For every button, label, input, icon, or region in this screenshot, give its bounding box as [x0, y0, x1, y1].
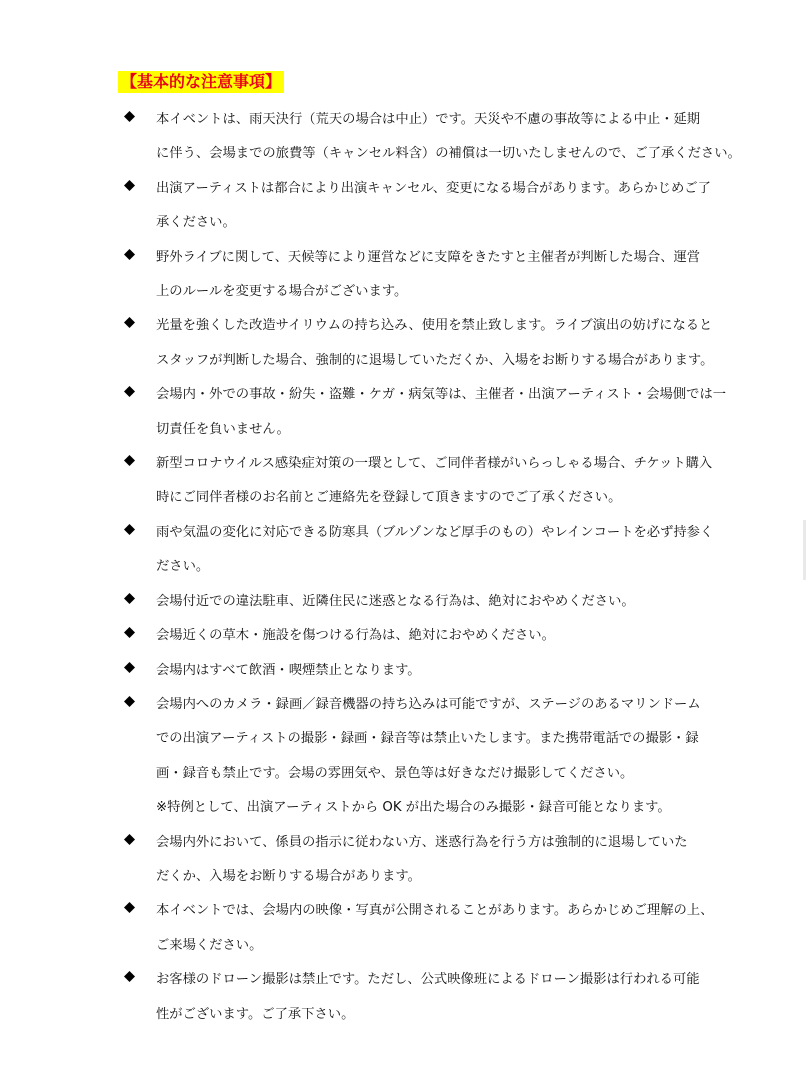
- notice-line: 出演アーティストは都合により出演キャンセル、変更になる場合があります。あらかじめご了: [156, 180, 711, 196]
- notice-item: [118, 516, 768, 585]
- notice-item: [118, 894, 768, 963]
- black-diamond-icon: [124, 455, 135, 466]
- black-diamond-icon: [124, 524, 135, 535]
- black-diamond-icon: [124, 902, 135, 913]
- notice-item: [118, 826, 768, 895]
- notice-item: [118, 309, 768, 378]
- notice-line: 野外ライブに関して、天候等により運営などに支障をきたすと主催者が判断した場合、運営: [156, 249, 701, 265]
- notice-line: に伴う、会場までの旅費等（キャンセル料含）の補償は一切いたしませんので、ご了承ください。: [156, 146, 741, 162]
- notice-item: [118, 619, 768, 653]
- black-diamond-icon: [124, 696, 135, 707]
- black-diamond-icon: [124, 593, 135, 604]
- notice-line: だくか、入場をお断りする場合があります。: [156, 868, 421, 884]
- black-diamond-icon: [124, 662, 135, 673]
- notice-item: [118, 585, 768, 619]
- notice-line: での出演アーティストの撮影・録画・録音等は禁止いたします。また携帯電話での撮影・録: [156, 731, 699, 747]
- notice-line: 会場近くの草木・施設を傷つける行為は、絶対におやめください。: [156, 628, 555, 644]
- notice-line: 本イベントでは、会場内の映像・写真が公開されることがあります。あらかじめご理解の上、: [156, 903, 714, 919]
- notice-item: [118, 378, 768, 447]
- section-heading: 【基本的な注意事項】: [118, 71, 284, 93]
- notice-item: [118, 654, 768, 688]
- notice-line: ※特例として、出演アーティストから OK が出た場合のみ撮影・録音可能となります。: [156, 800, 671, 816]
- notice-line: 光量を強くした改造サイリウムの持ち込み、使用を禁止致します。ライブ演出の妨げになると: [156, 318, 713, 334]
- notice-line: 切責任を負いません。: [156, 421, 290, 437]
- notice-line: 会場内外において、係員の指示に従わない方、迷惑行為を行う方は強制的に退場していた: [156, 834, 688, 850]
- notice-item: [118, 241, 768, 310]
- notice-line: 雨や気温の変化に対応できる防寒具（ブルゾンなど厚手のもの）やレインコートを必ず持参く: [156, 524, 714, 540]
- notice-item: [118, 103, 768, 172]
- black-diamond-icon: [124, 249, 135, 260]
- notice-item: [118, 963, 768, 1032]
- notice-item: [118, 688, 768, 826]
- notice-line: 会場内へのカメラ・録画／録音機器の持ち込みは可能ですが、ステージのあるマリンドーム: [156, 696, 701, 712]
- notice-line: 本イベントは、雨天決行（荒天の場合は中止）です。天災や不慮の事故等による中止・延期: [156, 112, 701, 127]
- notice-item: [118, 172, 768, 241]
- notice-line: 画・録音も禁止です。会場の雰囲気や、景色等は好きなだけ撮影してください。: [156, 765, 634, 781]
- notice-line: 性がございます。ご了承下さい。: [156, 1006, 355, 1022]
- notice-line: 会場付近での違法駐車、近隣住民に迷惑となる行為は、絶対におやめください。: [156, 593, 635, 609]
- black-diamond-icon: [124, 111, 135, 122]
- notice-item: [118, 447, 768, 516]
- black-diamond-icon: [124, 180, 135, 191]
- notice-list: [118, 103, 768, 1032]
- notice-line: スタッフが判断した場合、強制的に退場していただくか、入場をお断りする場合があります。: [156, 352, 714, 368]
- notice-line: 時にご同伴者様のお名前とご連絡先を登録して頂きますのでご了承ください。: [156, 490, 622, 506]
- notice-line: 新型コロナウイルス感染症対策の一環として、ご同伴者様がいらっしゃる場合、チケット購入: [156, 456, 713, 472]
- notice-line: お客様のドローン撮影は禁止です。ただし、公式映像班によるドローン撮影は行われる可能: [156, 972, 700, 988]
- notice-line: ださい。: [156, 559, 210, 575]
- notice-line: 承ください。: [156, 215, 236, 231]
- notice-line: 会場内はすべて飲酒・喫煙禁止となります。: [156, 662, 421, 678]
- notice-line: 会場内・外での事故・紛失・盗難・ケガ・病気等は、主催者・出演アーティスト・会場側では一: [156, 387, 727, 403]
- black-diamond-icon: [124, 317, 135, 328]
- black-diamond-icon: [124, 627, 135, 638]
- notice-line: ご来場ください。: [156, 937, 263, 953]
- black-diamond-icon: [124, 971, 135, 982]
- black-diamond-icon: [124, 386, 135, 397]
- notice-line: 上のルールを変更する場合がございます。: [156, 284, 408, 300]
- black-diamond-icon: [124, 834, 135, 845]
